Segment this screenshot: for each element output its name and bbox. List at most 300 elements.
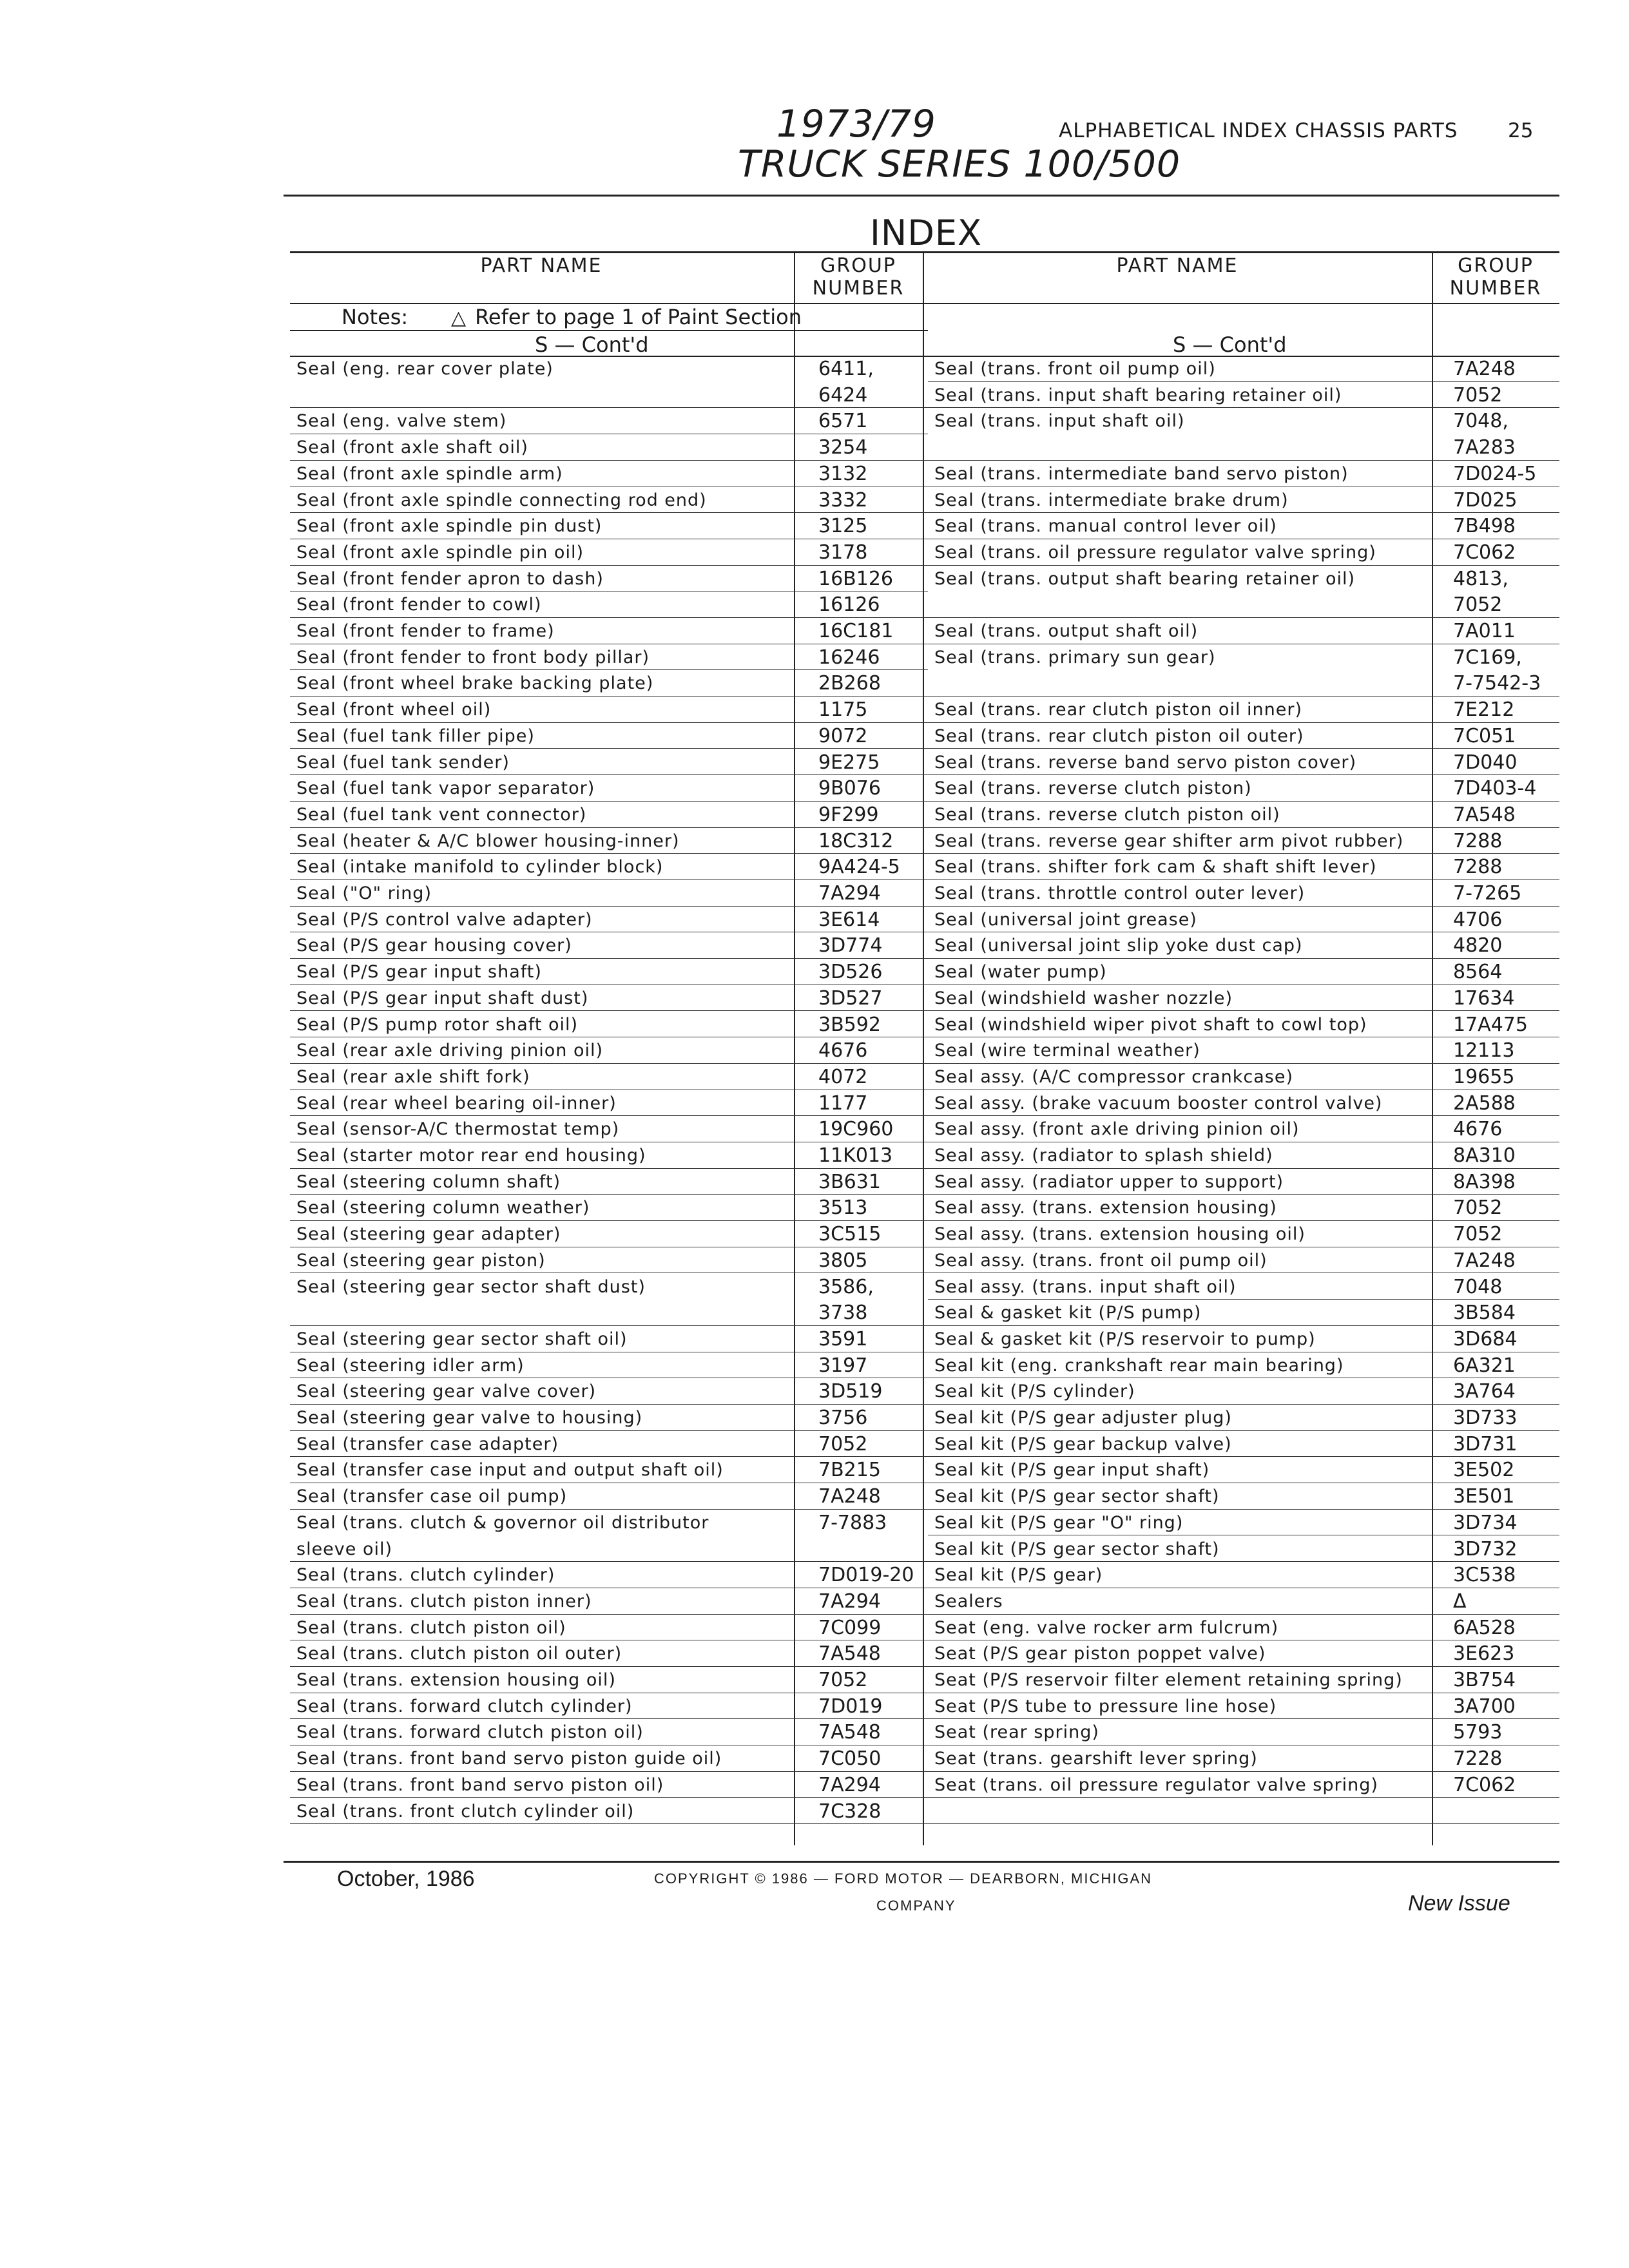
group-number: 3586, [818, 1275, 874, 1298]
table-row [928, 1693, 1559, 1720]
table-row [290, 644, 928, 671]
table-row [928, 461, 1559, 487]
part-name: Seal (rear wheel bearing oil-inner) [296, 1093, 617, 1113]
table-row [290, 1562, 928, 1588]
part-name: Seal & gasket kit (P/S reservoir to pump) [934, 1329, 1316, 1349]
table-row [290, 1483, 928, 1510]
col-part-name-right: PART NAME [1116, 255, 1239, 277]
col-group-left-line2: NUMBER [812, 277, 905, 300]
group-number: 3197 [818, 1354, 868, 1377]
group-number: 2B268 [818, 672, 881, 695]
table-row [290, 1510, 928, 1536]
part-name: Seat (P/S gear piston poppet valve) [934, 1644, 1266, 1664]
part-name: Seat (eng. valve rocker arm fulcrum) [934, 1617, 1279, 1638]
part-name: Seal (trans. manual control lever oil) [934, 516, 1277, 537]
part-name: Seal kit (P/S gear input shaft) [934, 1460, 1210, 1481]
group-number: 3132 [818, 462, 868, 485]
table-row [290, 1116, 928, 1142]
table-row [928, 1169, 1559, 1195]
group-number: 3D527 [818, 986, 883, 1010]
group-number: 4676 [818, 1039, 868, 1062]
group-number: 7A548 [1453, 803, 1516, 826]
part-name: Seal kit (P/S cylinder) [934, 1381, 1135, 1402]
part-name: Seal (trans. reverse band servo piston cover) [934, 752, 1357, 773]
part-name: Seal (eng. rear cover plate) [296, 359, 554, 379]
part-name: Seal (trans. output shaft oil) [934, 621, 1199, 641]
table-row [290, 1352, 928, 1379]
group-number: 9072 [818, 724, 868, 747]
group-number: 9B076 [818, 777, 881, 800]
group-number: 7052 [1453, 1196, 1503, 1220]
part-name: Seal (rear axle driving pinion oil) [296, 1041, 604, 1061]
truck-series: TRUCK SERIES 100/500 [738, 143, 1181, 186]
part-name: Seal (windshield washer nozzle) [934, 988, 1233, 1008]
group-number: 3B592 [818, 1013, 881, 1036]
group-number: 3332 [818, 488, 868, 512]
table-row [928, 1510, 1559, 1536]
part-name: Seal (front fender apron to dash) [296, 568, 604, 589]
header-bottom-rule [290, 303, 1559, 304]
part-name: Seat (trans. gearshift lever spring) [934, 1749, 1258, 1769]
part-name: Seal (transfer case adapter) [296, 1434, 559, 1454]
part-name: Seal kit (eng. crankshaft rear main bearing) [934, 1355, 1344, 1376]
group-number: 7D403-4 [1453, 777, 1537, 800]
part-name: Seal kit (P/S gear sector shaft) [934, 1486, 1220, 1507]
part-name: Seal (trans. intermediate band servo piston) [934, 463, 1349, 484]
table-row [928, 591, 1559, 618]
part-name: Seal (front axle spindle pin oil) [296, 542, 584, 562]
table-row [928, 907, 1559, 933]
group-number: 7-7265 [1453, 882, 1522, 905]
part-name: Seal (front fender to front body pillar) [296, 647, 650, 668]
part-name: Seal (front fender to frame) [296, 621, 555, 641]
part-name: Seal (trans. input shaft oil) [934, 411, 1185, 432]
part-name: Seal (steering gear adapter) [296, 1224, 561, 1245]
part-name: Seal (fuel tank vent connector) [296, 804, 587, 825]
group-number: 3E623 [1453, 1642, 1515, 1666]
group-number: 19655 [1453, 1065, 1515, 1088]
group-number: 7A548 [818, 1721, 881, 1744]
part-name: Seal (trans. reverse clutch piston) [934, 778, 1252, 799]
group-number: 16B126 [818, 567, 894, 590]
table-row [290, 1274, 928, 1300]
part-name: Seal (rear axle shift fork) [296, 1066, 530, 1087]
group-number: 3C515 [818, 1223, 882, 1246]
part-name: Seal (trans. forward clutch piston oil) [296, 1722, 644, 1743]
group-number: 3E501 [1453, 1485, 1515, 1508]
table-row [290, 723, 928, 749]
notes-body: Refer to page 1 of Paint Section [475, 305, 802, 329]
group-number: 4676 [1453, 1118, 1503, 1141]
part-name: Seal assy. (radiator upper to support) [934, 1171, 1284, 1192]
group-number: 7A548 [818, 1642, 881, 1666]
table-row [928, 487, 1559, 514]
table-row [928, 697, 1559, 723]
table-row [928, 539, 1559, 566]
part-name: Seal (steering gear valve to housing) [296, 1408, 643, 1428]
group-number: 9F299 [818, 803, 879, 826]
table-row [290, 670, 928, 697]
part-name: Seal assy. (trans. input shaft oil) [934, 1276, 1237, 1297]
group-number: 7D019 [818, 1695, 883, 1718]
part-name: Seal (fuel tank filler pipe) [296, 726, 535, 746]
table-row [290, 591, 928, 618]
table-row [290, 1090, 928, 1117]
part-name: Seal (fuel tank sender) [296, 752, 510, 773]
table-row [290, 1615, 928, 1641]
group-number: 7-7883 [818, 1511, 887, 1534]
group-number: 5793 [1453, 1721, 1503, 1744]
col-group-left [794, 255, 923, 300]
group-number: 7A011 [1453, 620, 1516, 642]
table-row [290, 1326, 928, 1352]
group-number: 7052 [818, 1669, 868, 1691]
table-row [290, 775, 928, 802]
part-name: Seal assy. (brake vacuum booster control valve) [934, 1093, 1383, 1113]
part-name: Seal (transfer case oil pump) [296, 1486, 568, 1507]
table-row [928, 1064, 1559, 1090]
paint-triangle-icon: △ [451, 307, 467, 329]
table-row [290, 1588, 928, 1615]
table-row [290, 461, 928, 487]
notes-label: Notes: [342, 305, 409, 329]
part-name: Seat (P/S reservoir filter element retaining spring) [934, 1670, 1403, 1690]
part-name: Seal (trans. clutch cylinder) [296, 1565, 555, 1586]
group-number: 7E212 [1453, 698, 1515, 722]
group-number: 9A424-5 [818, 856, 900, 879]
part-name: Seal (front fender to cowl) [296, 595, 542, 615]
part-name: Seal (trans. reverse clutch piston oil) [934, 804, 1280, 825]
group-number: 7C169, [1453, 646, 1522, 669]
part-name: Seal (steering gear piston) [296, 1250, 546, 1271]
table-row [290, 382, 928, 408]
table-row [928, 1326, 1559, 1352]
part-name: Seal (trans. reverse gear shifter arm pivot rubber) [934, 831, 1404, 851]
table-row [928, 1640, 1559, 1667]
group-number: 3A700 [1453, 1695, 1516, 1718]
part-name: Seal (sensor-A/C thermostat temp) [296, 1119, 620, 1140]
table-row [290, 513, 928, 539]
group-number: 9E275 [818, 751, 880, 774]
group-number: 3C538 [1453, 1564, 1516, 1587]
group-number: 3D732 [1453, 1537, 1518, 1561]
group-number: 7228 [1453, 1747, 1503, 1771]
table-row [928, 1012, 1559, 1038]
group-number: 7A294 [818, 882, 881, 905]
part-name: Seal (water pump) [934, 962, 1107, 983]
footer-date: October, 1986 [337, 1867, 475, 1891]
table-row [290, 566, 928, 592]
table-row [928, 723, 1559, 749]
group-number: Δ [1453, 1590, 1467, 1613]
group-number: 18C312 [818, 829, 894, 852]
table-row [290, 434, 928, 461]
group-number: 7-7542-3 [1453, 672, 1541, 695]
table-row [290, 618, 928, 644]
table-row [928, 1431, 1559, 1457]
table-row [928, 618, 1559, 644]
table-row [928, 1274, 1559, 1300]
table-row [928, 1719, 1559, 1745]
table-row [928, 1090, 1559, 1117]
part-name: Seat (P/S tube to pressure line hose) [934, 1696, 1277, 1716]
group-number: 3D734 [1453, 1511, 1518, 1534]
part-name: Seal (trans. front oil pump oil) [934, 359, 1216, 379]
part-name: Seal (intake manifold to cylinder block) [296, 857, 664, 878]
part-name: Seal (transfer case input and output shaft oil) [296, 1460, 724, 1481]
index-title: INDEX [870, 213, 983, 253]
table-row [928, 775, 1559, 802]
group-number: 7C062 [1453, 541, 1516, 564]
group-number: 17634 [1453, 986, 1515, 1010]
footer-company: COMPANY [876, 1898, 956, 1914]
group-number: 4072 [818, 1065, 868, 1088]
table-row [290, 1221, 928, 1247]
group-number: 16246 [818, 646, 880, 669]
part-name: Seal (front axle shaft oil) [296, 437, 528, 458]
table-row [290, 1195, 928, 1221]
part-name: Seal (P/S gear input shaft) [296, 962, 542, 983]
group-number: 7048, [1453, 410, 1509, 433]
part-name: Seal (trans. primary sun gear) [934, 647, 1216, 668]
group-number: 7A248 [1453, 358, 1516, 380]
group-number: 7052 [1453, 593, 1503, 617]
part-name: Seal (steering gear sector shaft oil) [296, 1329, 628, 1349]
table-row [290, 1405, 928, 1431]
table-row [928, 1798, 1559, 1825]
table-row [290, 932, 928, 959]
group-number: 16C181 [818, 620, 894, 642]
col-group-left-line1: GROUP [820, 255, 896, 277]
group-number: 7D040 [1453, 751, 1518, 774]
group-number: 3756 [818, 1407, 868, 1429]
part-name: Seal (front wheel oil) [296, 700, 492, 720]
part-name: Seal & gasket kit (P/S pump) [934, 1303, 1202, 1323]
table-row [928, 1536, 1559, 1562]
part-name: Seal (universal joint grease) [934, 909, 1197, 930]
group-number: 17A475 [1453, 1013, 1528, 1036]
table-row [928, 1378, 1559, 1405]
group-number: 7048 [1453, 1275, 1503, 1298]
table-row [290, 1745, 928, 1772]
group-number: 7D025 [1453, 488, 1518, 512]
part-name: Seal (trans. input shaft bearing retainer oil) [934, 385, 1342, 405]
part-name: Seal (front axle spindle arm) [296, 463, 563, 484]
group-number: 6411, [818, 358, 874, 380]
group-number: 3591 [818, 1327, 868, 1350]
part-name: Seal (starter motor rear end housing) [296, 1146, 646, 1166]
part-name: Seal (P/S control valve adapter) [296, 909, 593, 930]
group-number: 7288 [1453, 829, 1503, 852]
table-row [928, 1483, 1559, 1510]
group-number: 3E614 [818, 908, 880, 931]
group-number: 7C099 [818, 1616, 882, 1639]
table-row [928, 434, 1559, 461]
group-number: 7A283 [1453, 436, 1516, 459]
group-number: 7052 [1453, 383, 1503, 407]
group-number: 3E502 [1453, 1459, 1515, 1482]
part-name: Seal (universal joint slip yoke dust cap) [934, 936, 1303, 956]
footer-copyright: COPYRIGHT © 1986 — FORD MOTOR — DEARBORN, MICHIGAN [654, 1870, 1153, 1887]
footer-rule [284, 1861, 1559, 1863]
group-number: 8A398 [1453, 1170, 1516, 1193]
table-row [928, 854, 1559, 880]
table-row [290, 854, 928, 880]
table-row [928, 1352, 1559, 1379]
table-row [928, 1588, 1559, 1615]
table-row [928, 1037, 1559, 1064]
part-name: Seal (wire terminal weather) [934, 1041, 1200, 1061]
part-name: Seal (trans. front band servo piston oil) [296, 1774, 664, 1795]
group-number: 1177 [818, 1091, 868, 1115]
part-name: Seal (trans. front clutch cylinder oil) [296, 1801, 635, 1821]
part-name: Seal assy. (trans. front oil pump oil) [934, 1250, 1268, 1271]
group-number: 4706 [1453, 908, 1503, 931]
table-row [928, 670, 1559, 697]
header-rule [284, 195, 1559, 197]
table-row [928, 408, 1559, 434]
group-number: 3B631 [818, 1170, 881, 1193]
group-number: 7A294 [818, 1590, 881, 1613]
part-name: Seal (front axle spindle pin dust) [296, 516, 602, 537]
part-name: Seal (steering gear sector shaft dust) [296, 1276, 646, 1297]
table-row [290, 959, 928, 985]
table-top-rule [290, 251, 1559, 253]
part-name: Sealers [934, 1591, 1003, 1611]
group-number: 7288 [1453, 856, 1503, 879]
page-number: 25 [1508, 119, 1534, 142]
part-name: Seal (trans. rear clutch piston oil inner) [934, 700, 1303, 720]
table-row [290, 880, 928, 907]
part-name: Seal (front axle spindle connecting rod end) [296, 490, 707, 510]
table-row [290, 1037, 928, 1064]
group-number: 7D024-5 [1453, 462, 1537, 485]
part-name: Seal (trans. intermediate brake drum) [934, 490, 1289, 510]
part-name: Seal (P/S pump rotor shaft oil) [296, 1014, 579, 1035]
table-row [928, 644, 1559, 671]
footer-issue: New Issue [1408, 1891, 1510, 1916]
table-row [290, 1169, 928, 1195]
table-row [928, 1300, 1559, 1326]
part-name: Seal (P/S gear input shaft dust) [296, 988, 589, 1008]
table-row [928, 1405, 1559, 1431]
group-number: 16126 [818, 593, 880, 617]
part-name: Seal (trans. shifter fork cam & shaft shift lever) [934, 857, 1377, 878]
table-row [290, 1064, 928, 1090]
group-number: 6571 [818, 410, 868, 433]
table-row [290, 802, 928, 828]
group-number: 3B754 [1453, 1669, 1516, 1691]
table-row [290, 749, 928, 776]
table-row [928, 1116, 1559, 1142]
part-name: Seal kit (P/S gear sector shaft) [934, 1539, 1220, 1559]
group-number: 3178 [818, 541, 868, 564]
col-group-right-line1: GROUP [1458, 255, 1534, 277]
table-row [928, 1221, 1559, 1247]
table-row [928, 1745, 1559, 1772]
part-name: Seal (steering idler arm) [296, 1355, 525, 1376]
part-name: Seal (steering gear valve cover) [296, 1381, 596, 1402]
col-group-right-line2: NUMBER [1449, 277, 1542, 300]
part-name: Seal (trans. throttle control outer lever) [934, 883, 1306, 903]
table-row [928, 356, 1559, 382]
group-number: 4820 [1453, 934, 1503, 957]
table-row [290, 1640, 928, 1667]
group-number: 3125 [818, 515, 868, 538]
group-number: 1175 [818, 698, 868, 722]
group-number: 7B215 [818, 1459, 881, 1482]
part-name: Seal assy. (A/C compressor crankcase) [934, 1066, 1293, 1087]
table-row [928, 382, 1559, 408]
table-row [290, 1378, 928, 1405]
group-number: 7C062 [1453, 1773, 1516, 1796]
part-name: Seal (trans. oil pressure regulator valve spring) [934, 542, 1376, 562]
group-number: 6424 [818, 383, 868, 407]
table-row [290, 1667, 928, 1693]
part-name: Seal (heater & A/C blower housing-inner) [296, 831, 680, 851]
part-name: Seal (trans. clutch piston oil) [296, 1617, 566, 1638]
right-section-heading: S — Cont'd [1173, 332, 1287, 357]
table-row [928, 1772, 1559, 1798]
table-row [928, 1457, 1559, 1483]
part-name: Seal (trans. rear clutch piston oil outer) [934, 726, 1304, 746]
table-row [290, 1300, 928, 1326]
table-row [290, 1457, 928, 1483]
table-row [290, 697, 928, 723]
notes-rule [290, 330, 928, 331]
group-number: 7B498 [1453, 515, 1516, 538]
part-name: Seat (rear spring) [934, 1722, 1099, 1743]
group-number: 7C050 [818, 1747, 882, 1771]
group-number: 3254 [818, 436, 868, 459]
group-number: 3D519 [818, 1380, 883, 1403]
part-name: Seal (front wheel brake backing plate) [296, 673, 654, 694]
part-name: Seal assy. (trans. extension housing oil) [934, 1224, 1306, 1245]
notes-text [451, 305, 802, 329]
group-number: 7052 [818, 1432, 868, 1456]
group-number: 7D019-20 [818, 1564, 914, 1587]
part-name: Seat (trans. oil pressure regulator valve spring) [934, 1774, 1378, 1795]
table-row [928, 1615, 1559, 1641]
group-number: 3805 [818, 1249, 868, 1272]
part-name: Seal (windshield wiper pivot shaft to cowl top) [934, 1014, 1367, 1035]
table-row [290, 1012, 928, 1038]
page-title: ALPHABETICAL INDEX CHASSIS PARTS [1059, 119, 1458, 142]
group-number: 12113 [1453, 1039, 1515, 1062]
col-part-name-left: PART NAME [480, 255, 602, 277]
group-number: 3D774 [818, 934, 883, 957]
part-name: Seal ("O" ring) [296, 883, 432, 903]
group-number: 8564 [1453, 961, 1503, 984]
table-row [290, 408, 928, 434]
table-row [928, 932, 1559, 959]
part-name: Seal assy. (radiator to splash shield) [934, 1146, 1273, 1166]
group-number: 7C328 [818, 1800, 882, 1823]
part-name: Seal kit (P/S gear) [934, 1565, 1103, 1586]
table-row [290, 1798, 928, 1825]
part-name: Seal kit (P/S gear "O" ring) [934, 1512, 1184, 1533]
left-section-heading: S — Cont'd [535, 332, 649, 357]
part-name: sleeve oil) [296, 1539, 393, 1559]
table-row [928, 513, 1559, 539]
group-number: 4813, [1453, 567, 1509, 590]
part-name: Seal (trans. clutch piston oil outer) [296, 1644, 622, 1664]
table-row [290, 1536, 928, 1562]
table-row [290, 985, 928, 1012]
table-row [290, 1719, 928, 1745]
part-name: Seal (trans. extension housing oil) [296, 1670, 616, 1690]
table-row [290, 1693, 928, 1720]
